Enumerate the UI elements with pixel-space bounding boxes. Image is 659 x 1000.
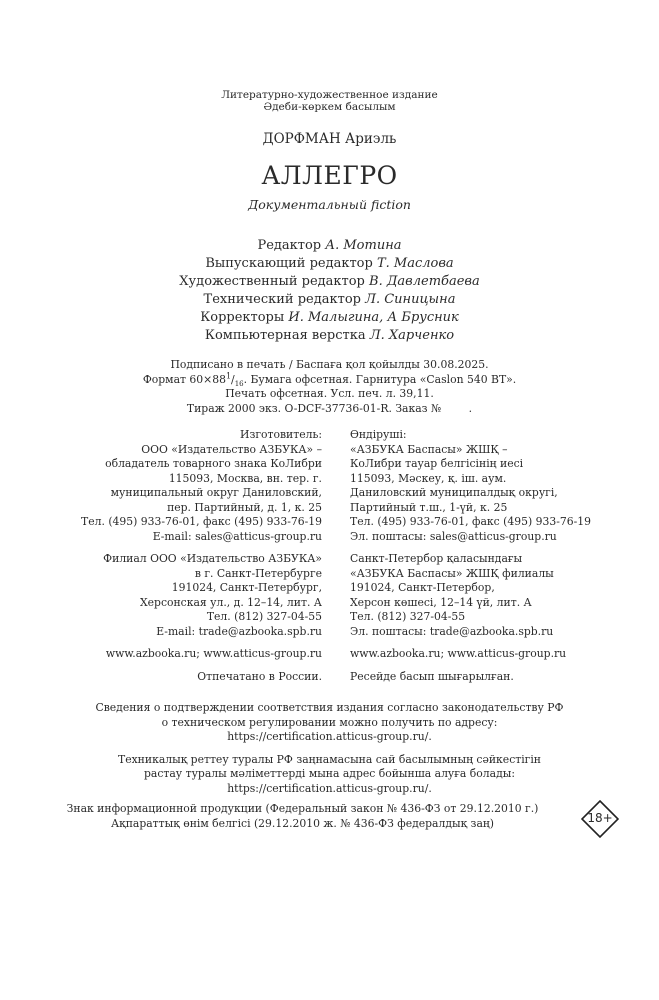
- manufacturer-ru-line: Изготовитель:: [240, 428, 322, 441]
- manufacturer-ru-line: пер. Партийный, д. 1, к. 25: [167, 500, 322, 514]
- imprint-format: Формат $60\times 88^1/_{16}$. Бумага офсетная. Гарнитура «Caslon 540 BT».: [142, 370, 517, 388]
- book-title: АЛЛЕГРО: [261, 161, 398, 190]
- column-row: [0, 428, 659, 443]
- manufacturer-kz-line: Тел. (495) 933-76-01, факс (495) 933-76-19: [350, 515, 591, 528]
- column-row: [0, 472, 659, 487]
- branch-kz-line: Тел. (812) 327-04-55: [350, 610, 466, 623]
- staff-name: Т. Маслова: [376, 256, 454, 271]
- info-sign-ru: Знак информационной продукции (Федеральный закон № 436-ФЗ от 29.12.2010 г.): [66, 802, 539, 815]
- column-row: [0, 552, 659, 567]
- staff-role: Корректоры: [200, 310, 285, 325]
- staff-name: А. Мотина: [325, 238, 402, 253]
- branch-ru-line: E-mail: trade@azbooka.spb.ru: [156, 624, 322, 638]
- staff-name: В. Давлетбаева: [369, 274, 480, 289]
- author: ДОРФМАН Ариэль: [262, 131, 397, 147]
- printed-ru: Отпечатано в России.: [197, 669, 322, 683]
- manufacturer-kz-line: Өндіруші:: [350, 428, 407, 441]
- manufacturer-kz-line: Даниловский муниципалдық округі,: [350, 486, 558, 499]
- branch-ru-line: 191024, Санкт-Петербург,: [171, 581, 322, 594]
- format-num: 1: [225, 370, 232, 380]
- staff-name: Л. Синицына: [365, 292, 456, 307]
- age-rating-badge: [581, 800, 619, 838]
- staff-line: [0, 273, 659, 291]
- branch-ru-line: в г. Санкт-Петербурге: [194, 566, 322, 580]
- imprint: [0, 358, 659, 416]
- manufacturer-kz-line: Партийный т.ш., 1-үй, к. 25: [350, 500, 508, 514]
- branch-ru-line: Филиал ООО «Издательство АЗБУКА»: [103, 552, 322, 565]
- cert-ru-line: Сведения о подтверждении соответствия издания согласно законодательству РФ: [95, 701, 564, 714]
- cert-kz-line: растау туралы мәліметтерді мына адрес бойынша алуға болады:: [144, 767, 515, 780]
- manufacturer-ru-line: Тел. (495) 933-76-01, факс (495) 933-76-19: [81, 515, 322, 528]
- staff-name: Л. Харченко: [369, 328, 455, 343]
- certification-ru: [0, 701, 659, 745]
- column-row: [0, 567, 659, 582]
- branch-kz-line: Херсон көшесі, 12–14 үй, лит. А: [350, 595, 532, 609]
- staff-role: Компьютерная верстка: [204, 328, 366, 343]
- manufacturer-ru-line: 115093, Москва, вн. тер. г.: [168, 471, 322, 485]
- manufacturer-kz-line: Эл. поштасы: sales@atticus-group.ru: [350, 529, 557, 543]
- cert-kz-line: Техникалық реттеу туралы РФ заңнамасына сай басылымның сәйкестігін: [118, 752, 541, 766]
- cert-ru-url[interactable]: https://certification.atticus-group.ru/.: [227, 730, 432, 743]
- branch-kz-line: Санкт-Петербор қаласындағы: [350, 552, 523, 565]
- manufacturer-ru-line: E-mail: sales@atticus-group.ru: [152, 529, 322, 543]
- edition-type-kz: Әдеби-көркем басылым: [263, 101, 396, 113]
- staff-role: Редактор: [257, 238, 322, 253]
- column-row: [0, 457, 659, 472]
- branch-ru-line: Херсонская ул., д. 12–14, лит. А: [139, 595, 322, 609]
- column-row: [0, 610, 659, 625]
- staff-list: [0, 237, 659, 345]
- imprint-print: Печать офсетная. Усл. печ. л. 39,11.: [225, 387, 434, 400]
- manufacturer-ru-line: ООО «Издательство АЗБУКА» –: [141, 442, 322, 456]
- staff-line: [0, 291, 659, 309]
- info-sign-block: [0, 802, 659, 831]
- staff-role: Выпускающий редактор: [205, 256, 373, 271]
- column-row: [0, 596, 659, 611]
- column-row: [0, 443, 659, 458]
- cert-kz-url[interactable]: https://certification.atticus-group.ru/.: [227, 781, 432, 795]
- edition-type-ru: Литературно-художественное издание: [221, 89, 438, 101]
- genre: Документальный fiction: [248, 197, 411, 212]
- column-row: [0, 625, 659, 640]
- cert-ru-line: о техническом регулировании можно получить по адресу:: [161, 715, 498, 729]
- column-row: [0, 486, 659, 501]
- certification-kz: [0, 753, 659, 797]
- branch-kz-line: Эл. поштасы: trade@azbooka.spb.ru: [350, 624, 554, 638]
- manufacturer-kz-line: «АЗБУКА Баспасы» ЖШҚ –: [350, 442, 508, 456]
- manufacturer-block: [0, 428, 659, 544]
- staff-line: [0, 255, 659, 273]
- websites: [0, 647, 659, 662]
- staff-role: Технический редактор: [203, 292, 361, 307]
- staff-line: [0, 309, 659, 327]
- staff-name: И. Малыгина, А Брусник: [288, 310, 459, 325]
- colophon: [0, 89, 659, 831]
- websites-kz[interactable]: www.azbooka.ru; www.atticus-group.ru: [350, 647, 567, 660]
- format-text: Формат 60×88: [142, 372, 226, 386]
- manufacturer-kz-line: 115093, Мәскеу, қ. іш. аум.: [350, 471, 507, 485]
- format-den: 16: [234, 379, 244, 388]
- column-row: [0, 530, 659, 545]
- manufacturer-kz-line: КоЛибри тауар белгісінің иесі: [350, 457, 524, 470]
- printed-kz: Ресейде басып шығарылған.: [350, 669, 514, 683]
- printed-in: [0, 670, 659, 685]
- websites-ru[interactable]: www.azbooka.ru; www.atticus-group.ru: [105, 647, 322, 660]
- column-row: [0, 581, 659, 596]
- imprint-signed: Подписано в печать / Баспаға қол қойылды 30.08.2025.: [170, 358, 489, 371]
- info-sign-kz: Ақпараттық өнім белгісі (29.12.2010 ж. № 436-ФЗ федералдық заң): [110, 816, 495, 830]
- staff-line: [0, 327, 659, 345]
- branch-kz-line: 191024, Санкт-Петербор,: [350, 581, 495, 594]
- format-post: . Бумага офсетная. Гарнитура «Caslon 540 BT».: [243, 372, 517, 386]
- manufacturer-ru-line: обладатель товарного знака КоЛибри: [105, 457, 322, 470]
- imprint-run: Тираж 2000 экз. O-DCF-37736-01-R. Заказ № .: [186, 401, 473, 415]
- branch-kz-line: «АЗБУКА Баспасы» ЖШҚ филиалы: [350, 566, 554, 580]
- staff-line: [0, 237, 659, 255]
- age-rating-text: 18+: [587, 811, 613, 825]
- info-sign: [30, 802, 575, 831]
- branch-ru-line: Тел. (812) 327-04-55: [206, 610, 322, 623]
- manufacturer-ru-line: муниципальный округ Даниловский,: [110, 486, 322, 499]
- branch-block: [0, 552, 659, 639]
- staff-role: Художественный редактор: [179, 274, 365, 289]
- column-row: [0, 515, 659, 530]
- column-row: [0, 501, 659, 516]
